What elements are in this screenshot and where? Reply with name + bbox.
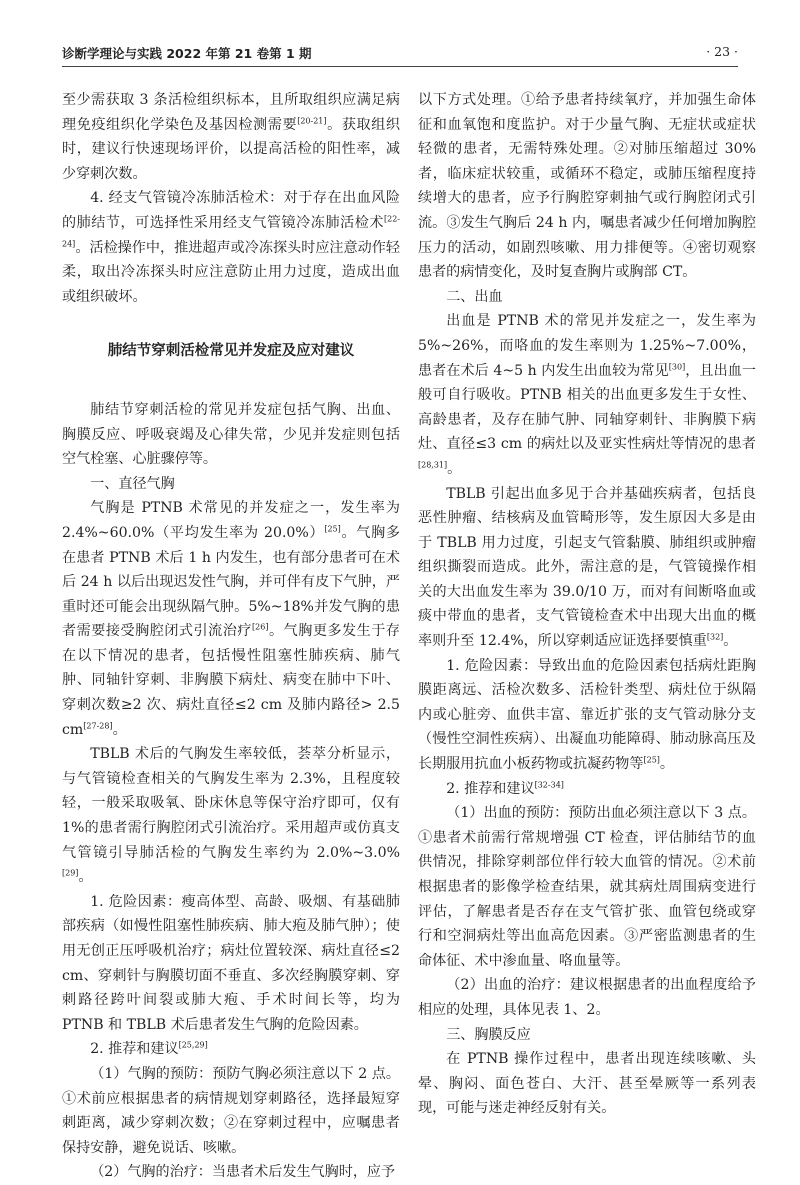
subsection-heading: 二、出血	[446, 288, 503, 305]
paragraph: 4. 经支气管镜冷冻肺活检术：对于存在出血风险的肺结节，可选择性采用经支气管镜冷冻肺活检术[22-24]。活检操作中，推进超声或冷冻探头时应注意动作轻柔，取出冷冻探头时应注意防止用力过度，造成出血或组织破坏。	[62, 190, 400, 305]
paragraph: （1）出血的预防：预防出血必须注意以下 3 点。①患者术前需行常规增强 CT 检查，评估肺结节的血供情况，排除穿刺部位伴行较大血管的情况。②术前根据患者的影像学检查结果，就其病灶周围病变进行评估，了解患者是否存在支气管扩张、血管包绕或穿行和空洞病灶等出血高危因素。③严密监测患者的生命体征、术中渗血量、咯血量等。	[418, 805, 756, 969]
paragraph: TBLB 引起出血多见于合并基础疾病者，包括良恶性肿瘤、结核病及血管畸形等，发生原因大多是由于 TBLB 用力过度，引起支气管黏膜、肺组织或肿瘤组织撕裂而造成。此外，需注意的是，气管镜操作相关的大出血发生率为 39.0/10 万，而对有间断咯血或痰中带血的患者，支气管镜检查术中出现大出血的概率则升至 12.4%，所以穿刺适应证选择要慎重[32]。	[418, 485, 756, 650]
citation: [25]	[643, 755, 660, 765]
subsection-heading: 一、直径气胸	[90, 475, 175, 492]
paragraph: 2. 推荐和建议[32-34]	[446, 779, 564, 797]
paragraph: TBLB 术后的气胸发生率较低，荟萃分析显示，与气管镜检查相关的气胸发生率为 2.3%，且程度较轻，一般采取吸氧、卧床休息等保守治疗即可，仅有 1%的患者需行胸腔闭式引流治疗。采用超声或仿真支气管镜引导肺活检的气胸发生率约为 2.0%~3.0%[29]。	[62, 746, 400, 886]
citation: [32-34]	[534, 779, 564, 789]
paragraph: 以下方式处理。①给予患者持续氧疗，并加强生命体征和血氧饱和度监护。对于少量气胸、无症状或症状轻微的患者，无需特殊处理。②对肺压缩超过 30%者，临床症状较重，或循环不稳定，或肺压缩程度持续增大的患者，应予行胸腔穿刺抽气或行胸腔闭式引流。③发生气胸后 24 h 内，嘱患者减少任何增加胸腔压力的活动，如剧烈咳嗽、用力排便等。④密切观察患者的病情变化，及时复查胸片或胸部 CT。	[418, 92, 756, 281]
citation: [20-21]	[297, 115, 327, 125]
paragraph: 至少需获取 3 条活检组织标本，且所取组织应满足病理免疫组织化学染色及基因检测需要[20-21]。获取组织时，建议行快速现场评价，以提高活检的阳性率，减少穿刺次数。	[62, 92, 401, 182]
paragraph: 2. 推荐和建议[25,29]	[90, 1040, 208, 1058]
paragraph: 在 PTNB 操作过程中，患者出现连续咳嗽、头晕、胸闷、面色苍白、大汗、甚至晕厥等一系列表现，可能与迷走神经反射有关。	[418, 1051, 756, 1117]
paragraph: 1. 危险因素：导致出血的危险因素包括病灶距胸膜距离远、活检次数多、活检针类型、病灶位于纵隔内或心脏旁、血供丰富、靠近扩张的支气管动脉分支（慢性空洞性疾病）、出凝血功能障碍、肺动脉高压及长期服用抗血小板药物或抗凝药物等[25]。	[418, 657, 756, 773]
page-number: · 23 ·	[706, 44, 738, 59]
subsection-heading: 三、胸膜反应	[446, 1026, 531, 1043]
paragraph: 肺结节穿刺活检的常见并发症包括气胸、出血、胸膜反应、呼吸衰竭及心律失常，少见并发症则包括空气栓塞、心脏骤停等。	[62, 401, 400, 468]
paragraph: 气胸是 PTNB 术常见的并发症之一，发生率为 2.4%~60.0%（平均发生率为 20.0%）[25]。气胸多在患者 PTNB 术后 1 h 内发生，也有部分患者可在术后 24 h 以后出现迟发性气胸，并可伴有皮下气肿，严重时还可能会出现纵隔气肿。5%~18%并发气胸的患者需要接受胸腔闭式引流治疗[26]。气胸更多发生于存在以下情况的患者，包括慢性阻塞性肺疾病、肺气肿、同轴针穿刺、非胸膜下病灶、病变在肺中下叶、穿刺次数≥2 次、病灶直径≤2 cm 及肺内路径> 2.5 cm[27-28]。	[62, 500, 401, 738]
journal-title: 诊断学理论与实践 2022 年第 21 卷第 1 期	[62, 46, 312, 61]
citation: [28,31]	[418, 460, 448, 470]
citation: [30]	[668, 361, 686, 371]
section-title: 肺结节穿刺活检常见并发症及应对建议	[107, 343, 355, 360]
citation: [27-28]	[83, 720, 113, 730]
paragraph: 1. 危险因素：瘦高体型、高龄、吸烟、有基础肺部疾病（如慢性阻塞性肺疾病、肺大疱及肺气肿）；使用无创正压呼吸机治疗；病灶位置较深、病灶直径≤2 cm、穿刺针与胸膜切面不垂直、多次经胸膜穿刺、穿刺路径跨叶间裂或肺大疱、手术时间长等，均为 PTNB 和 TBLB 术后患者发生气胸的危险因素。	[62, 893, 400, 1033]
right-column	[418, 88, 756, 1121]
paragraph: 出血是 PTNB 术的常见并发症之一，发生率为 5%~26%，而咯血的发生率则为 1.25%~7.00%，患者在术后 4~5 h 内发生出血较为常见[30]，且出血一般可自行吸收。PTNB 相关的出血更多发生于女性、高龄患者，及存在肺气肿、同轴穿刺针、非胸膜下病灶、直径≤3 cm 的病灶以及亚实性病灶等情况的患者[28,31]。	[418, 313, 757, 477]
running-header	[62, 44, 738, 67]
citation: [25]	[324, 524, 341, 534]
paragraph: （1）气胸的预防：预防气胸必须注意以下 2 点。①术前应根据患者的病情规划穿刺路径，选择最短穿刺距离，减少穿刺次数；②在穿刺过程中，应嘱患者保持安静，避免说话、咳嗽。	[62, 1065, 400, 1156]
citation: [29]	[62, 868, 79, 878]
citation: [32]	[706, 632, 724, 642]
citation: [22-24]	[62, 214, 400, 248]
left-column	[62, 88, 400, 1185]
citation: [25,29]	[178, 1040, 208, 1050]
citation: [26]	[252, 622, 269, 632]
paragraph: （2）气胸的治疗：当患者术后发生气胸时，应予	[90, 1164, 396, 1181]
paragraph: （2）出血的治疗：建议根据患者的出血程度给予相应的处理，具体见表 1、2。	[418, 977, 756, 1018]
